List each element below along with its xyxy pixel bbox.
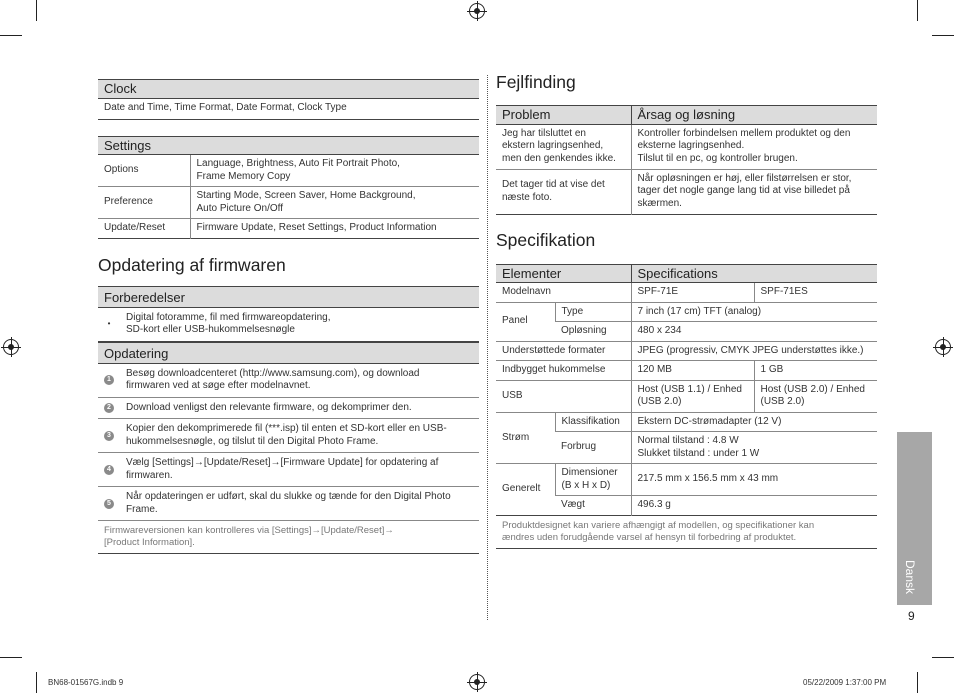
solution-line: Når opløsningen er høj, eller filstørrelsen er stor,: [637, 172, 852, 184]
problem-cell: [496, 169, 631, 214]
list-item: [98, 308, 479, 341]
spec-label-line: (B x H x D): [561, 479, 611, 491]
left-column: [98, 79, 479, 554]
settings-desc-line: Starting Mode, Screen Saver, Home Background,: [196, 190, 416, 201]
note-line: Produktdesignet kan variere afhængigt af modellen, og specifikationer kan: [502, 519, 815, 531]
language-tab-label: Dansk: [903, 560, 917, 595]
note-line: [Product Information].: [104, 537, 195, 548]
spec-label: USB: [496, 380, 631, 412]
problem-line: ekstern lagringsenhed,: [502, 140, 604, 152]
step-item: [98, 418, 479, 452]
settings-desc-line: Language, Brightness, Auto Fit Portrait Photo,: [196, 158, 400, 169]
crop-mark: [0, 657, 22, 658]
settings-table: [98, 136, 479, 239]
crop-mark: [0, 35, 22, 36]
step-line: Frame.: [126, 503, 158, 515]
step-line: Når opdateringen er udført, skal du slukke og tænde for den Digital Photo: [126, 491, 451, 502]
step-item: [98, 486, 479, 520]
settings-desc-line: Auto Picture On/Off: [196, 202, 284, 214]
crop-mark: [36, 0, 37, 21]
column-divider: [487, 75, 488, 620]
spec-value: [631, 432, 877, 464]
step-number-icon: 5: [104, 499, 114, 509]
spec-label: Indbygget hukommelse: [496, 361, 631, 381]
crop-mark: [932, 35, 954, 36]
settings-desc: Firmware Update, Reset Settings, Product Information: [190, 219, 479, 239]
solution-line: Tilslut til en pc, og kontroller brugen.: [637, 152, 798, 164]
settings-name: Update/Reset: [98, 219, 190, 239]
table-row: [496, 361, 877, 381]
spec-value: 1 GB: [754, 361, 877, 381]
problem-line: men den genkendes ikke.: [502, 152, 616, 164]
clock-row: Date and Time, Time Format, Date Format, Clock Type: [98, 98, 479, 119]
solution-line: skærmen.: [637, 197, 682, 209]
step-text: [126, 402, 475, 415]
settings-name: Options: [98, 155, 190, 187]
firmware-note: [98, 520, 479, 553]
spec-value-line: (USB 2.0): [760, 396, 805, 407]
step-item: [98, 397, 479, 419]
spec-value: 120 MB: [631, 361, 754, 381]
crop-mark: [36, 672, 37, 693]
step-line: firmwaren.: [126, 469, 173, 481]
table-row: [496, 412, 877, 432]
step-line: Kopier den dekomprimerede fil (***.isp) til enten et SD-kort eller en USB-: [126, 423, 447, 434]
step-line: firmwaren ved at søge efter modelnavnet.: [126, 380, 311, 391]
solution-header: Årsag og løsning: [631, 106, 877, 125]
step-text: [126, 368, 475, 393]
spec-table: [496, 264, 877, 516]
update-header: Opdatering: [98, 343, 479, 364]
clock-table: [98, 79, 479, 120]
solution-line: eksterne lagringsenhed.: [637, 140, 745, 152]
spec-value-line: Host (USB 2.0) / Enhed: [760, 383, 865, 395]
spec-label: Klassifikation: [555, 412, 631, 432]
registration-mark-icon: [469, 3, 485, 19]
table-row: [496, 169, 877, 214]
spec-label-line: Dimensioner: [561, 467, 618, 478]
page-number: 9: [908, 609, 915, 623]
prep-line: SD-kort eller USB-hukommelsesnøgle: [126, 324, 295, 335]
clock-header: Clock: [98, 80, 479, 99]
crop-mark: [932, 657, 954, 658]
settings-header: Settings: [98, 136, 479, 155]
step-text: [126, 457, 475, 482]
elements-header: Elementer: [496, 264, 631, 283]
solution-line: tager det nogle gange lang tid at vise billedet på: [637, 185, 850, 197]
step-line: Vælg [Settings]→[Update/Reset]→[Firmware Update] for opdatering af: [126, 457, 439, 468]
spec-value-line: Slukket tilstand : under 1 W: [637, 447, 760, 459]
prep-text: [126, 312, 475, 337]
settings-name: Preference: [98, 187, 190, 219]
spec-label: Vægt: [555, 496, 631, 516]
prep-line: Digital fotoramme, fil med firmwareopdatering,: [126, 311, 331, 323]
bullet-icon: •: [107, 318, 111, 328]
spec-value: JPEG (progressiv, CMYK JPEG understøttes ikke.): [631, 341, 877, 361]
step-line: hukommelsesnøgle, og tilslut til den Digital Photo Frame.: [126, 435, 379, 447]
spec-value: 496.3 g: [631, 496, 877, 516]
table-row: [98, 155, 479, 187]
spec-value: SPF-71E: [631, 283, 754, 303]
spec-value: Ekstern DC-strømadapter (12 V): [631, 412, 877, 432]
specifications-header: Specifications: [631, 264, 877, 283]
table-row: [496, 341, 877, 361]
spec-note: [496, 516, 877, 549]
solution-cell: [631, 124, 877, 169]
troubleshoot-title: Fejlfinding: [496, 72, 576, 92]
spec-label: [555, 464, 631, 496]
step-item: [98, 452, 479, 486]
registration-mark-icon: [935, 339, 951, 355]
spec-value: 217.5 mm x 156.5 mm x 43 mm: [631, 464, 877, 496]
spec-value: 7 inch (17 cm) TFT (analog): [631, 302, 877, 322]
table-row: [98, 219, 479, 239]
step-number-icon: 2: [104, 403, 114, 413]
prep-header: Forberedelser: [98, 287, 479, 308]
spec-value-line: Normal tilstand : 4.8 W: [637, 435, 739, 446]
spec-value: [631, 380, 754, 412]
table-row: [98, 187, 479, 219]
settings-desc: [190, 187, 479, 219]
spec-label: Forbrug: [555, 432, 631, 464]
spec-label: Type: [555, 302, 631, 322]
table-row: [496, 302, 877, 322]
problem-line: Jeg har tilsluttet en: [502, 127, 586, 139]
note-line: ændres uden forudgående varsel af hensyn til forbedring af produktet.: [502, 531, 797, 543]
table-row: [496, 380, 877, 412]
table-row: [496, 464, 877, 496]
right-column: [496, 72, 877, 549]
step-item: [98, 364, 479, 397]
table-row: [496, 283, 877, 303]
settings-desc-line: Frame Memory Copy: [196, 170, 291, 182]
spec-group-label: Strøm: [496, 412, 555, 464]
spec-value: SPF-71ES: [754, 283, 877, 303]
language-tab: [897, 432, 932, 605]
update-box: [98, 342, 479, 555]
note-line: Firmwareversionen kan kontrolleres via [Settings]→[Update/Reset]→: [104, 525, 394, 536]
problem-line: Det tager tid at vise det: [502, 179, 605, 190]
step-number-icon: 1: [104, 375, 114, 385]
problem-header: Problem: [496, 106, 631, 125]
spec-title: Specifikation: [496, 229, 596, 250]
step-line: Download venligst den relevante firmware, og dekomprimer den.: [126, 401, 412, 413]
spec-label: Opløsning: [555, 322, 631, 342]
step-line: Besøg downloadcenteret (http://www.samsung.com), og download: [126, 367, 420, 379]
spec-value-line: (USB 2.0): [637, 396, 682, 407]
spec-value: [754, 380, 877, 412]
prep-box: [98, 286, 479, 342]
crop-mark: [917, 0, 918, 21]
spec-label: Modelnavn: [496, 283, 631, 303]
registration-mark-icon: [469, 674, 485, 690]
spec-value: 480 x 234: [631, 322, 877, 342]
step-number-icon: 4: [104, 465, 114, 475]
spec-label: Understøttede formater: [496, 341, 631, 361]
spec-value-line: Host (USB 1.1) / Enhed: [637, 383, 742, 395]
footer-date: 05/22/2009 1:37:00 PM: [803, 678, 887, 687]
solution-cell: [631, 169, 877, 214]
solution-line: Kontroller forbindelsen mellem produktet og den: [637, 127, 851, 139]
firmware-title: Opdatering af firmwaren: [98, 254, 286, 275]
step-number-icon: 3: [104, 431, 114, 441]
table-row: [496, 124, 877, 169]
spec-group-label: Generelt: [496, 464, 555, 516]
footer-file: BN68-01567G.indb 9: [48, 678, 124, 687]
step-text: [126, 423, 475, 448]
troubleshoot-table: [496, 105, 877, 215]
problem-cell: [496, 124, 631, 169]
problem-line: næste foto.: [502, 191, 553, 203]
crop-mark: [917, 672, 918, 693]
spec-group-label: Panel: [496, 302, 555, 341]
registration-mark-icon: [3, 339, 19, 355]
settings-desc: [190, 155, 479, 187]
step-text: [126, 491, 475, 516]
